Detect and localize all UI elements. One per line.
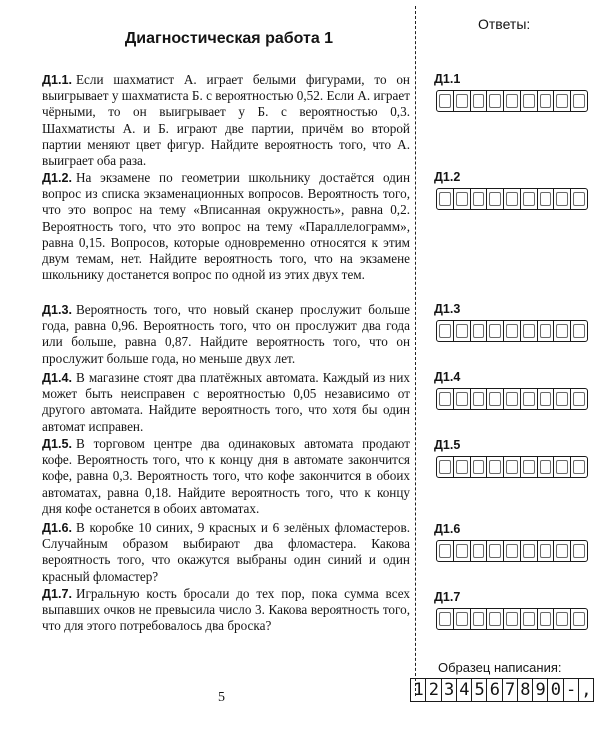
problem-6	[42, 520, 410, 585]
problem-text: Вероятность того, что новый сканер прослужит больше года, равна 0,96. Вероятность того, что он прослужит два года или больше, равна 0,87. Найдите вероятность того, что он прослужит больше года, но меньше двух лет.	[42, 302, 410, 366]
problem-number: Д1.1.	[42, 73, 72, 87]
answer-box-4[interactable]	[436, 388, 588, 410]
sample-char: -	[564, 679, 579, 701]
problem-5	[42, 436, 410, 517]
problem-text: Если шахматист А. играет белыми фигурами, то он выигрывает у шахматиста Б. с вероятностью 0,52. Если А. играет чёрными, то он выигрывает у Б. с вероятностью 0,3. Шахматисты А. и Б. играют две партии, причём во второй партии меняют цвет фигур. Найдите вероятность того, что А. выиграет оба раза.	[42, 72, 410, 169]
problem-text: В магазине стоят два платёжных автомата. Каждый из них может быть неисправен с вероятностью 0,05 независимо от другого автомата. Найдите вероятность того, что хотя бы один автомат исправен.	[42, 370, 410, 434]
sample-char: 6	[487, 679, 502, 701]
answer-box-2[interactable]	[436, 188, 588, 210]
sample-char: 3	[442, 679, 457, 701]
sample-char: 9	[533, 679, 548, 701]
answer-box-7[interactable]	[436, 608, 588, 630]
page-number: 5	[218, 690, 225, 705]
answer-label-6: Д1.6	[434, 522, 461, 536]
sample-label: Образец написания:	[438, 660, 562, 675]
problem-number: Д1.7.	[42, 587, 72, 601]
problem-7	[42, 586, 410, 635]
cut-line	[415, 6, 416, 696]
answer-label-2: Д1.2	[434, 170, 461, 184]
sample-char: 5	[472, 679, 487, 701]
sample-char: 0	[548, 679, 563, 701]
answer-label-1: Д1.1	[434, 72, 461, 86]
answers-header: Ответы:	[478, 16, 531, 32]
sample-char: 2	[426, 679, 441, 701]
problem-text: В торговом центре два одинаковых автомата продают кофе. Вероятность того, что к концу дня в автомате закончится кофе, равна 0,3. Вероятность того, что кофе закончится в обоих автоматах, равна 0,18. Найдите вероятность того, что к концу дня кофе останется в обоих автоматах.	[42, 436, 410, 516]
answer-box-6[interactable]	[436, 540, 588, 562]
answer-label-7: Д1.7	[434, 590, 461, 604]
answer-label-4: Д1.4	[434, 370, 461, 384]
answer-label-5: Д1.5	[434, 438, 461, 452]
answer-box-1[interactable]	[436, 90, 588, 112]
sample-char: 8	[518, 679, 533, 701]
problem-number: Д1.6.	[42, 521, 72, 535]
answer-box-3[interactable]	[436, 320, 588, 342]
problem-text: На экзамене по геометрии школьнику достаётся один вопрос из списка экзаменационных вопросов. Вероятность того, что это вопрос на тему «Вписанная окружность», равна 0,2. Вероятность того, что это вопрос на тему «Параллелограмм», равна 0,15. Вопросов, которые одновременно относятся к этим двум темам, нет. Найдите вероятность того, что на экзамене школьнику достанется вопрос по одной из этих двух тем.	[42, 170, 410, 283]
answer-label-3: Д1.3	[434, 302, 461, 316]
problem-text: В коробке 10 синих, 9 красных и 6 зелёных фломастеров. Случайным образом выбирают два фломастера. Какова вероятность того, что окажутся выбраны один синий и один красный фломастер?	[42, 520, 410, 584]
problem-3	[42, 302, 410, 367]
problem-number: Д1.2.	[42, 171, 72, 185]
problem-text: Игральную кость бросали до тех пор, пока сумма всех выпавших очков не превысила число 3. Какова вероятность того, что для этого потребовалось два броска?	[42, 586, 410, 634]
problem-1	[42, 72, 410, 169]
sample-char: 1	[411, 679, 426, 701]
problems-column	[42, 30, 410, 60]
page-title: Диагностическая работа 1	[124, 30, 334, 47]
sample-char: 7	[503, 679, 518, 701]
problem-number: Д1.5.	[42, 437, 72, 451]
problem-4	[42, 370, 410, 435]
sample-char: ,	[581, 680, 591, 700]
problem-2	[42, 170, 410, 283]
sample-char: 4	[457, 679, 472, 701]
problem-number: Д1.3.	[42, 303, 72, 317]
answer-box-5[interactable]	[436, 456, 588, 478]
problem-number: Д1.4.	[42, 371, 72, 385]
sample-writing-box	[410, 678, 594, 702]
